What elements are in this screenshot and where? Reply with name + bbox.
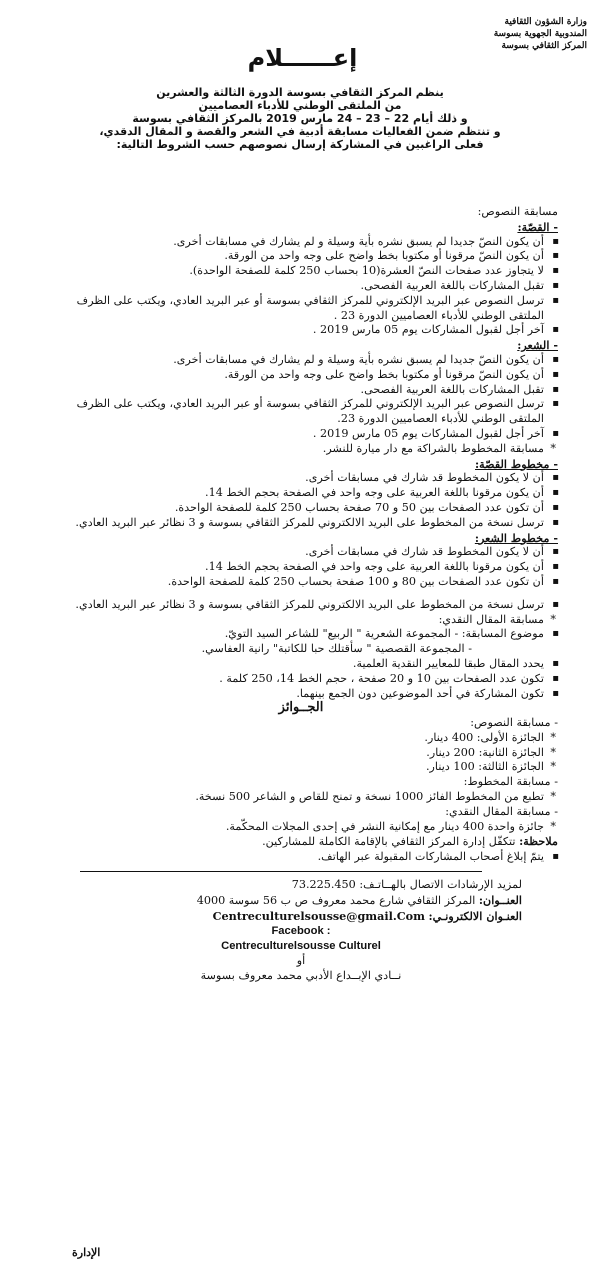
list-item: ▪ ترسل نسخة من المخطوط على البريد الالكتروني للمركز الثقافي بسوسة و 3 نظائر عبر البريد العادي. [40,516,562,531]
list-item: ▪ تقبل المشاركات باللغة العربية الفصحى. [40,383,562,398]
list-item: ▪ تكون المشاركة في أحد الموضوعين دون الجمع بينهما. [40,687,562,702]
list-item: ▪ أن تكون عدد الصفحات بين 50 و 70 صفحة بحساب 250 كلمة للصفحة الواحدة. [40,501,562,516]
spacer [40,590,562,598]
address-label: العنــوان: [478,892,522,907]
facebook-label: Facebook : [271,925,331,938]
email-label: العنـوان الالكترونـي: [428,908,522,923]
poetry-heading: - الشعر: [517,338,558,353]
list-item: ▪ ترسل نسخة من المخطوط على البريد الالكتروني للمركز الثقافي بسوسة و 3 نظائر عبر البريد العادي. [40,598,562,613]
facebook-page[interactable]: Centreculturelsousse Culturel [221,940,381,953]
critical-essay-heading: * مسابقة المقال النقدي: [40,613,562,628]
topic-line-2: - المجموعة القصصية " سأقتلك حبا للكاتبة" رانية العفاسي. [201,642,472,656]
email-line [40,909,562,925]
prizes-essay-heading: - مسابقة المقال النقدي: [445,804,558,818]
list-item: ▪ أن لا يكون المخطوط قد شارك في مسابقات أخرى. [40,471,562,486]
note-label: ملاحظة: [519,834,558,849]
list-item: ▪ ترسل النصوص عبر البريد الإلكتروني للمركز الثقافي بسوسة أو عبر البريد العادي، ويكتب على الظرف الملتقى الوطني للأدباء العصاميين الدورة 23. [40,397,562,427]
prizes-texts-heading: - مسابقة النصوص: [470,716,558,730]
intro-line: ينظم المركز الثقافي بسوسة الدورة الثالثة والعشرين [156,86,444,99]
intro-block [40,86,560,151]
list-item: ▪ آخر أجل لقبول المشاركات يوم 05 مارس 2019 . [40,323,562,338]
intro-line: فعلى الراغبين في المشاركة إرسال نصوصهم حسب الشروط التالية: [116,138,484,151]
prizes-heading: الجــوائز [278,700,324,716]
list-item: ▪ أن يكون النصّ جديدا لم يسبق نشره بأية وسيلة و لم يشارك في مسابقات أخرى. [40,353,562,368]
list-item: ▪ يتمّ إبلاغ أصحاب المشاركات المقبولة عبر الهاتف. [40,850,562,865]
club-name: نــادي الإبــداع الأدبي محمد معروف بسوسة [200,968,402,982]
intro-line: و ذلك أيام 22 – 23 – 24 مارس 2019 بالمركز الثقافي بسوسة [132,112,468,125]
list-item: * الجائزة الأولى: 400 دينار. [40,731,562,746]
list-item: ▪ أن لا يكون المخطوط قد شارك في مسابقات أخرى. [40,545,562,560]
list-item: ▪ يحدد المقال طبقا للمعايير النقدية العلمية. [40,657,562,672]
divider [80,871,482,872]
list-item: ▪ آخر أجل لقبول المشاركات يوم 05 مارس 2019 . [40,427,562,442]
list-item: ▪ ترسل النصوص عبر البريد الإلكتروني للمركز الثقافي بسوسة أو عبر البريد العادي، ويكتب على الظرف الملتقى الوطني للأدباء العصاميين الدورة 23 . [40,294,562,324]
signature: الإدارة [72,1246,101,1259]
list-item: ▪ موضوع المسابقة: - المجموعة الشعرية " الربيع" للشاعر السيد التويّ. [40,627,562,642]
phone-line: لمزيد الإرشادات الاتصال بالهــاتـف: 73.225.450 [291,878,522,892]
list-item: ▪ أن يكون مرقونا باللغة العربية على وجه واحد في الصفحة بحجم الخط 14. [40,560,562,575]
manuscript-story-heading: - مخطوط القصّة: [475,456,558,471]
address-line [40,893,562,909]
list-item: ▪ أن يكون النصّ جديدا لم يسبق نشره بأية وسيلة و لم يشارك في مسابقات أخرى. [40,235,562,250]
email-value[interactable]: Centreculturelsousse@gmail.Com [212,908,425,923]
intro-line: من الملتقى الوطني للأدباء العصاميين [198,99,402,112]
manuscript-poetry-heading: - مخطوط الشعر: [474,530,558,545]
intro-line: و تنتظم ضمن الفعاليات مسابقة أدبية في الشعر والقصة و المقال الدقدي، [99,125,501,138]
note-text: تتكفّل إدارة المركز الثقافي بالإقامة الكاملة للمشاركين. [262,835,516,849]
list-item: ▪ تكون عدد الصفحات بين 10 و 20 صفحة ، حجم الخط 14، 250 كلمة . [40,672,562,687]
ministry-line: وزارة الشؤون الثقافية [504,17,587,27]
list-item: * الجائزة الثالثة: 100 دينار. [40,760,562,775]
note-line [40,834,562,850]
list-item: ▪ لا يتجاوز عدد صفحات النصّ العشرة(10 بحساب 250 كلمة للصفحة الواحدة). [40,264,562,279]
texts-competition-heading: مسابقة النصوص: [477,205,558,218]
manuscript-competition-heading: * مسابقة المخطوط بالشراكة مع دار ميارة للنشر. [40,442,562,457]
story-heading: - القصّة: [517,219,558,234]
list-item: ▪ أن تكون عدد الصفحات بين 80 و 100 صفحة بحساب 250 كلمة للصفحة الواحدة. [40,575,562,590]
list-item: * تطبع من المخطوط الفائز 1000 نسخة و تمنح للقاص و الشاعر 500 نسخة. [40,790,562,805]
ministry-line: المندوبية الجهوية بسوسة [493,29,587,39]
prizes-manuscript-heading: - مسابقة المخطوط: [463,775,558,789]
contact-block [40,878,562,984]
address-value: المركز الثقافي شارع محمد معروف ص ب 56 سوسة 4000 [196,893,476,907]
list-item: ▪ أن يكون مرقونا باللغة العربية على وجه واحد في الصفحة بحجم الخط 14. [40,486,562,501]
conditions-body [40,205,562,984]
list-item: ▪ أن يكون النصّ مرقونا أو مكتوبا بخط واضح على وجه واحد من الورقة. [40,368,562,383]
list-item: * الجائزة الثانية: 200 دينار. [40,746,562,761]
or-label: أو [296,954,306,968]
list-item: * جائزة واحدة 400 دينار مع إمكانية النشر في إحدى المجلات المحكّمة. [40,820,562,835]
list-item: ▪ تقبل المشاركات باللغة العربية الفصحى. [40,279,562,294]
ministry-line: المركز الثقافي بسوسة [501,41,587,51]
list-item: ▪ أن يكون النصّ مرقونا أو مكتوبا بخط واضح على وجه واحد من الورقة. [40,249,562,264]
page-title: إعــــــلام [247,44,358,72]
